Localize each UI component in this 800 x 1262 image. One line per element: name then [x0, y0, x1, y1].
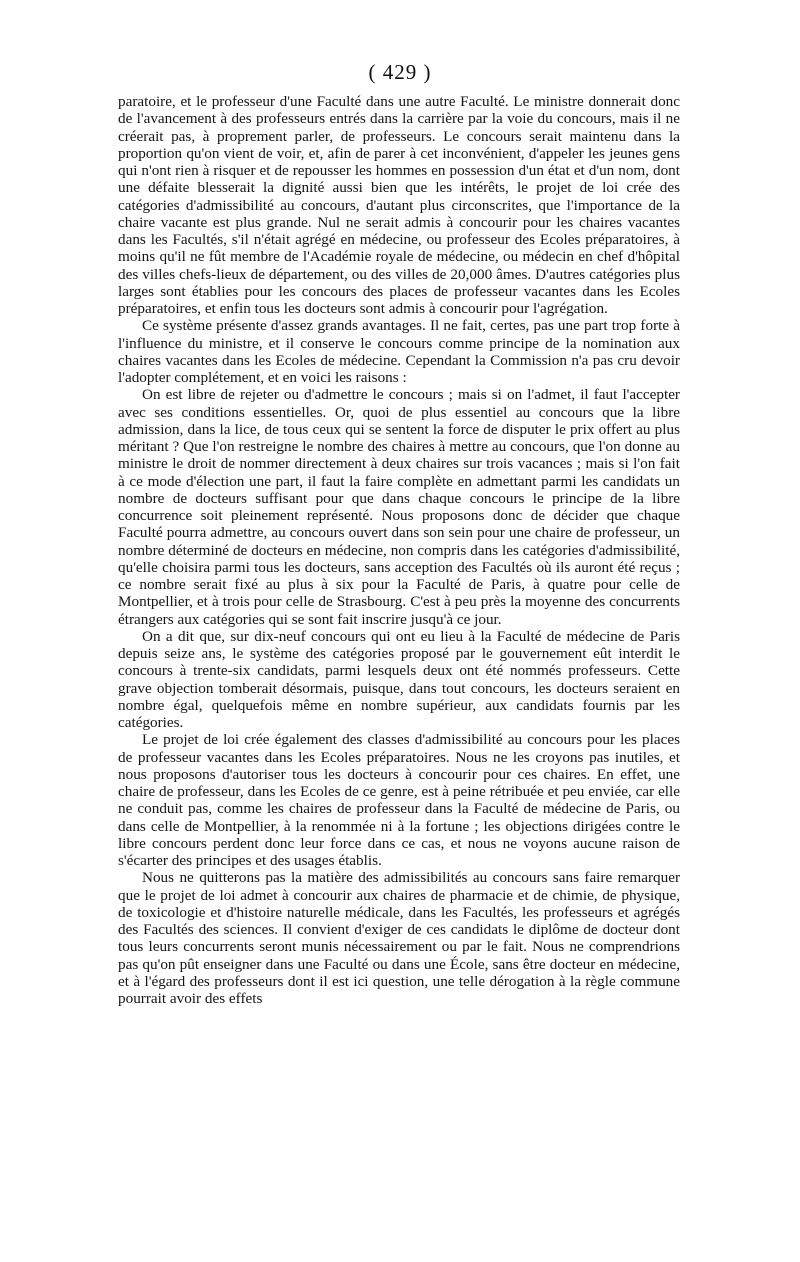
paragraph: Ce système présente d'assez grands avantages. Il ne fait, certes, pas une part trop forte à l'influence du ministre, et il conserve le concours comme principe de la nomination aux chaires vacantes dans les Ecoles de médecine. Cependant la Commission n'a pas cru devoir l'adopter complétement, et en voici les raisons : [118, 317, 680, 386]
paragraph: paratoire, et le professeur d'une Faculté dans une autre Faculté. Le ministre donnerait donc de l'avancement à des professeurs entrés dans la carrière par la voie du concours, mais il ne créerait pas, à proprement parler, de professeurs. Le concours serait maintenu dans la proportion qu'on vient de voir, et, afin de parer à cet inconvénient, d'appeler les jeunes gens qui n'ont rien à risquer et de repousser les hommes en possession d'un état et d'un nom, dont une défaite blesserait la dignité aussi bien que les intérêts, le projet de loi crée des catégories d'admissibilité au concours, d'autant plus circonscrites, que l'importance de la chaire vacante est plus grande. Nul ne serait admis à concourir pour les chaires vacantes dans les Facultés, s'il n'était agrégé en médecine, ou professeur des Ecoles préparatoires, à moins qu'il ne fût membre de l'Académie royale de médecine, ou médecin en chef d'hôpital des villes chefs-lieux de département, ou des villes de 20,000 âmes. D'autres catégories plus larges sont établies pour les concours des places de professeur vacantes dans les Ecoles préparatoires, et enfin tous les docteurs sont admis à concourir pour l'agrégation. [118, 93, 680, 317]
paragraph: On est libre de rejeter ou d'admettre le concours ; mais si on l'admet, il faut l'accepter avec ses conditions essentielles. Or, quoi de plus essentiel au concours que la libre admission, dans la lice, de tous ceux qui se sentent la force de disputer le prix offert au plus méritant ? Que l'on restreigne le nombre des chaires à mettre au concours, que l'on donne au ministre le droit de nommer directement à deux chaires sur trois vacances ; mais si l'on fait à ce mode d'élection une part, il faut la faire complète en admettant parmi les candidats un nombre de docteurs suffisant pour que dans chaque concours le principe de la libre concurrence soit pleinement représenté. Nous proposons donc de décider que chaque Faculté pourra admettre, au concours ouvert dans son sein pour une chaire de professeur, un nombre déterminé de docteurs en médecine, non compris dans les catégories d'admissibilité, qu'elle choisira parmi tous les docteurs, sans acception des Facultés où ils auront été reçus ; ce nombre serait fixé au plus à six pour la Faculté de Paris, à quatre pour celle de Montpellier, et à trois pour celle de Strasbourg. C'est à peu près la moyenne des concurrents étrangers aux catégories qui se sont fait inscrire jusqu'à ce jour. [118, 386, 680, 628]
page-number: ( 429 ) [368, 60, 432, 84]
body-text [118, 93, 680, 1007]
paragraph: On a dit que, sur dix-neuf concours qui ont eu lieu à la Faculté de médecine de Paris depuis seize ans, le système des catégories proposé par le gouvernement eût interdit le concours à trente-six candidats, parmi lesquels deux ont été nommés professeurs. Cette grave objection tomberait désormais, puisque, dans tout concours, les docteurs seraient en nombre égal, quelquefois même en nombre supérieur, aux candidats fournis par les catégories. [118, 627, 680, 731]
paragraph: Le projet de loi crée également des classes d'admissibilité au concours pour les places de professeur vacantes dans les Ecoles préparatoires. Nous ne les croyons pas inutiles, et nous proposons d'autoriser tous les docteurs à concourir pour ces chaires. En effet, une chaire de professeur, dans les Ecoles de ce genre, est à peine rétribuée et peu enviée, car elle ne conduit pas, comme les chaires de professeur dans la Faculté de médecine de Paris, ou dans celle de Montpellier, à la renommée ni à la fortune ; les objections dirigées contre le libre concours perdent donc leur force dans ce cas, et nous ne voyons aucune raison de s'écarter des principes et des usages établis. [118, 731, 680, 869]
paragraph: Nous ne quitterons pas la matière des admissibilités au concours sans faire remarquer que le projet de loi admet à concourir aux chaires de pharmacie et de chimie, de physique, de toxicologie et d'histoire naturelle médicale, dans les Facultés, les professeurs et agrégés des Facultés des sciences. Il convient d'exiger de ces candidats le diplôme de docteur dont tous leurs concurrents seront munis nécessairement ou par le fait. Nous ne comprendrions pas qu'on pût enseigner dans une Faculté ou dans une École, sans être docteur en médecine, et à l'égard des professeurs dont il est ici question, une telle dérogation à la règle commune pourrait avoir des effets [118, 869, 680, 1007]
